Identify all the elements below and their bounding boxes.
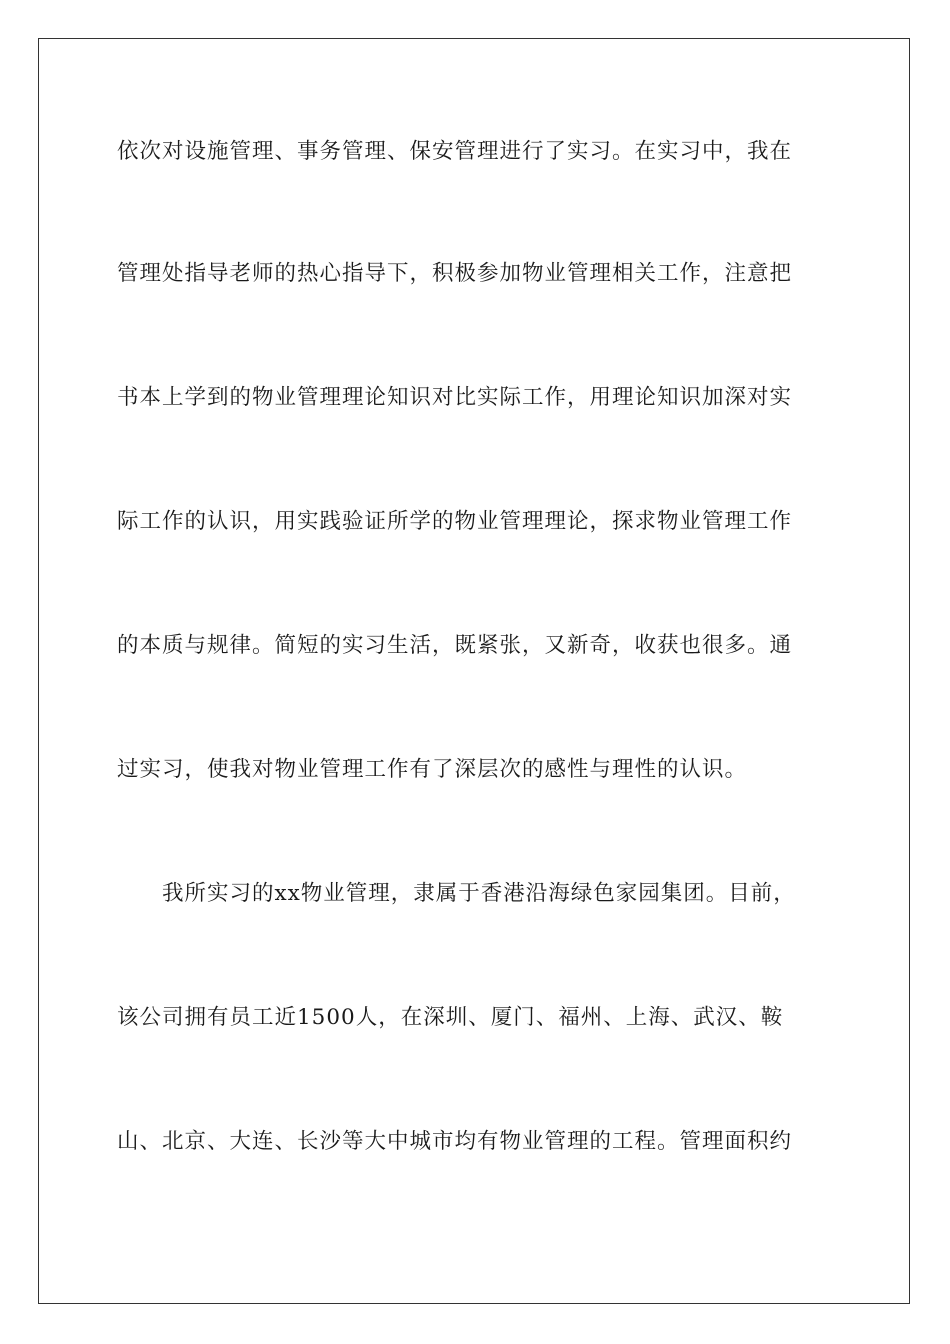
page-border	[38, 38, 910, 1304]
paragraph-line: 际工作的认识，用实践验证所学的物业管理理论，探求物业管理工作	[117, 509, 793, 534]
paragraph-line: 过实习，使我对物业管理工作有了深层次的感性与理性的认识。	[117, 757, 748, 782]
paragraph-line: 管理处指导老师的热心指导下，积极参加物业管理相关工作，注意把	[117, 261, 793, 286]
paragraph-line: 该公司拥有员工近1500人，在深圳、厦门、福州、上海、武汉、鞍	[117, 1005, 784, 1030]
paragraph-line: 依次对设施管理、事务管理、保安管理进行了实习。在实习中，我在	[117, 139, 793, 164]
paragraph-line: 山、北京、大连、长沙等大中城市均有物业管理的工程。管理面积约	[117, 1129, 793, 1154]
paragraph-line: 书本上学到的物业管理理论知识对比实际工作，用理论知识加深对实	[117, 385, 793, 410]
paragraph-line: 我所实习的xx物业管理，隶属于香港沿海绿色家园集团。目前，	[162, 881, 796, 906]
paragraph-line: 的本质与规律。简短的实习生活，既紧张，又新奇，收获也很多。通	[117, 633, 793, 658]
